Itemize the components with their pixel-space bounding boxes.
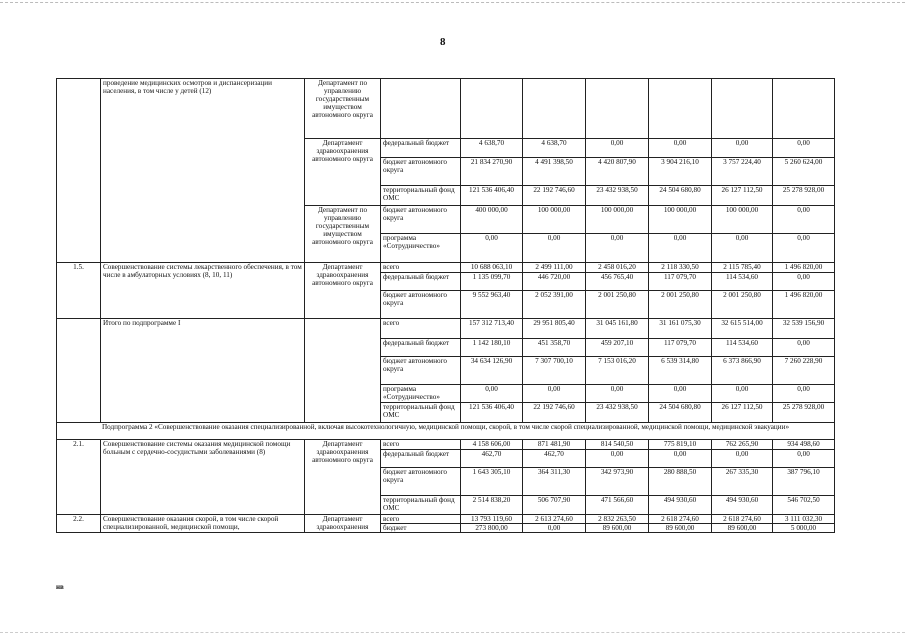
table-row: бюджет автономного округа 21 834 270,90 4 491 398,50 4 420 807,90 3 904 216,10 3 757 224,40 5 260 624,00 bbox=[57, 158, 835, 186]
table-row: программа «Сотрудничество» 0,00 0,00 0,00 0,00 0,00 0,00 bbox=[57, 385, 835, 403]
source-cell: всего bbox=[381, 263, 461, 273]
row-number-cell: 2.2. bbox=[57, 515, 101, 533]
activity-name: Совершенствование оказания скорой, в том числе скорой специализированной, медицинской помощи, bbox=[101, 515, 305, 533]
table-row: 2.2. Совершенствование оказания скорой, в том числе скорой специализированной, медицинской помощи, Департамент здравоохранения всего 13 793 119,60 2 613 274,60 2 832 263,50 2 618 274,60 2 618 274,60 3 111 032,30 bbox=[57, 515, 835, 524]
table-row: Итого по подпрограмме I всего 157 312 713,40 29 951 805,40 31 045 161,80 31 161 075,30 32 615 514,00 32 539 156,90 bbox=[57, 319, 835, 339]
scan-edge-bottom bbox=[0, 632, 905, 633]
source-cell: бюджет автономного округа bbox=[381, 291, 461, 319]
footer-mark: нв bbox=[56, 583, 64, 591]
table-row: федеральный бюджет 462,70 462,70 0,00 0,00 0,00 0,00 bbox=[57, 450, 835, 468]
source-cell: территориальный фонд ОМС bbox=[381, 403, 461, 423]
table-row bbox=[57, 423, 835, 440]
source-cell: федеральный бюджет bbox=[381, 450, 461, 468]
department-cell: Департамент по управлению государственным имуществом автономного округа bbox=[305, 206, 381, 263]
department-cell: Департамент по управлению государственным имуществом автономного округа bbox=[305, 79, 381, 139]
table-row: программа «Сотрудничество» 0,00 0,00 0,00 0,00 0,00 0,00 bbox=[57, 234, 835, 263]
source-cell: бюджет автономного округа bbox=[381, 468, 461, 496]
table-row: бюджет 273 800,00 0,00 89 600,00 89 600,00 89 600,00 5 000,00 bbox=[57, 524, 835, 533]
source-cell: бюджет bbox=[381, 524, 461, 533]
source-cell: всего bbox=[381, 515, 461, 524]
scan-edge-top bbox=[0, 2, 905, 3]
row-number-cell bbox=[57, 79, 101, 263]
table-row: Департамент здравоохранения автономного округа федеральный бюджет 4 638,70 4 638,70 0,00 0,00 0,00 0,00 bbox=[57, 139, 835, 158]
table-row: бюджет автономного округа 34 634 126,90 7 307 700,10 7 153 016,20 6 539 314,80 6 373 866,90 7 260 228,90 bbox=[57, 357, 835, 385]
source-cell: федеральный бюджет bbox=[381, 273, 461, 291]
table-row: федеральный бюджет 1 135 099,70 446 720,00 456 765,40 117 079,70 114 534,60 0,00 bbox=[57, 273, 835, 291]
table-row: территориальный фонд ОМС 121 536 406,40 22 192 746,60 23 432 938,50 24 504 680,80 26 127 112,50 25 278 928,00 bbox=[57, 403, 835, 423]
table-row bbox=[57, 79, 835, 139]
source-cell: всего bbox=[381, 319, 461, 339]
source-cell: бюджет автономного округа bbox=[381, 158, 461, 186]
table-row: бюджет автономного округа 9 552 963,40 2 052 391,00 2 001 250,80 2 001 250,80 2 001 250,80 1 496 820,00 bbox=[57, 291, 835, 319]
activity-name: Совершенствование системы лекарственного обеспечения, в том числе в амбулаторных условиях (8, 10, 11) bbox=[101, 263, 305, 319]
department-cell: Департамент здравоохранения автономного округа bbox=[305, 139, 381, 206]
table-row: федеральный бюджет 1 142 180,10 451 358,70 459 207,10 117 079,70 114 534,60 0,00 bbox=[57, 339, 835, 357]
department-cell: Департамент здравоохранения bbox=[305, 515, 381, 533]
table-row: 1.5. Совершенствование системы лекарственного обеспечения, в том числе в амбулаторных условиях (8, 10, 11) Департамент здравоохранения автономного округа всего 10 688 063,10 2 499 111,00 2 458 016,20 2 118 330,50 2 115 785,40 1 496 820,00 bbox=[57, 263, 835, 273]
department-cell: Департамент здравоохранения автономного округа bbox=[305, 263, 381, 319]
source-cell: всего bbox=[381, 440, 461, 450]
subprogram-title: Подпрограмма 2 «Совершенствование оказания специализированной, включая высокотехнологичную, медицинской помощи, скорой, в том числе скорой специализированной, медицинской помощи, медицинской эвакуации» bbox=[57, 423, 835, 440]
source-cell: территориальный фонд ОМС bbox=[381, 186, 461, 206]
source-cell: федеральный бюджет bbox=[381, 339, 461, 357]
table-row: территориальный фонд ОМС 121 536 406,40 22 192 746,60 23 432 938,50 24 504 680,80 26 127 112,50 25 278 928,00 bbox=[57, 186, 835, 206]
row-number-cell: 1.5. bbox=[57, 263, 101, 319]
table-row: бюджет автономного округа 1 643 305,10 364 311,30 342 973,90 280 888,50 267 335,30 387 796,10 bbox=[57, 468, 835, 496]
table-row: Департамент по управлению государственным имуществом автономного округа бюджет автономного округа 400 000,00 100 000,00 100 000,00 100 000,00 100 000,00 0,00 bbox=[57, 206, 835, 234]
source-cell: бюджет автономного округа bbox=[381, 357, 461, 385]
activity-name: проведение медицинских осмотров и диспансеризации населения, в том числе у детей (12) bbox=[101, 79, 305, 263]
table-row: территориальный фонд ОМС 2 514 838,20 506 707,90 471 566,60 494 930,60 494 930,60 546 702,50 bbox=[57, 496, 835, 515]
budget-table bbox=[56, 78, 835, 533]
activity-name: Совершенствование системы оказания медицинской помощи больным с сердечно-сосудистыми заболеваниями (8) bbox=[101, 440, 305, 515]
row-number-cell: 2.1. bbox=[57, 440, 101, 515]
source-cell: программа «Сотрудничество» bbox=[381, 385, 461, 403]
table-row: 2.1. Совершенствование системы оказания медицинской помощи больным с сердечно-сосудистыми заболеваниями (8) Департамент здравоохранения автономного округа всего 4 158 606,00 871 481,90 814 540,50 775 819,10 762 265,90 934 498,60 bbox=[57, 440, 835, 450]
source-cell: территориальный фонд ОМС bbox=[381, 496, 461, 515]
source-cell: бюджет автономного округа bbox=[381, 206, 461, 234]
source-cell: федеральный бюджет bbox=[381, 139, 461, 158]
activity-name: Итого по подпрограмме I bbox=[101, 319, 305, 423]
source-cell: программа «Сотрудничество» bbox=[381, 234, 461, 263]
department-cell: Департамент здравоохранения автономного округа bbox=[305, 440, 381, 515]
page-number: 8 bbox=[440, 36, 446, 48]
